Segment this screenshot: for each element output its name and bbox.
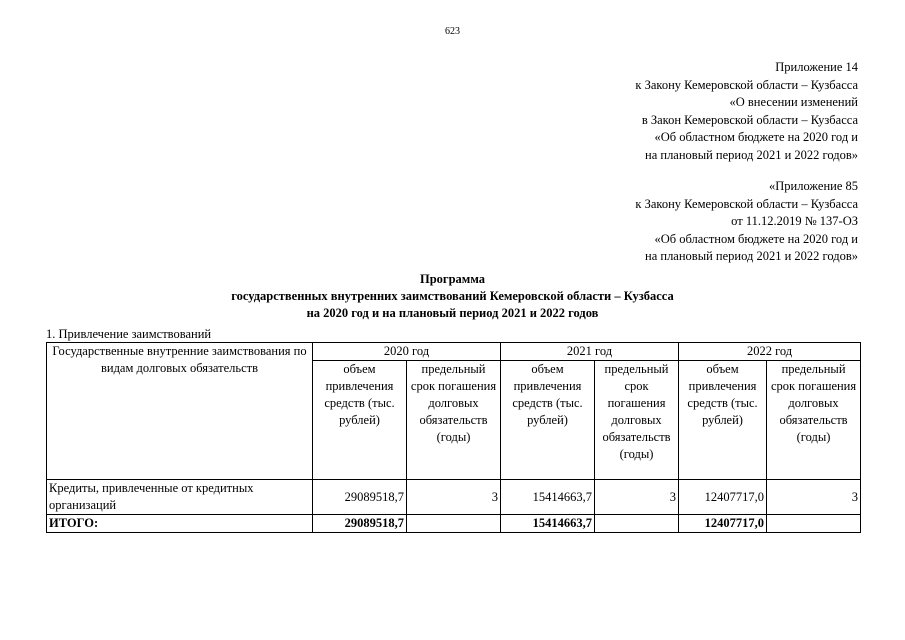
header-amount-2020: объем привлечения средств (тыс. рублей)	[313, 361, 407, 480]
header-term-2021: предельный срок погашения долговых обязательств (годы)	[595, 361, 679, 480]
term-2021: 3	[595, 480, 679, 515]
title-line: государственных внутренних заимствований Кемеровской области – Кузбасса	[231, 289, 674, 303]
page-number: 623	[445, 26, 460, 37]
header-borrowing-type: Государственные внутренние заимствования по видам долговых обязательств	[47, 343, 313, 480]
annex-line: «Об областном бюджете на 2020 год и	[654, 231, 858, 246]
annex-line: в Закон Кемеровской области – Кузбасса	[641, 112, 858, 127]
header-term-2020: предельный срок погашения долговых обязательств (годы)	[407, 361, 501, 480]
document-title	[0, 271, 905, 322]
term-2020: 3	[407, 480, 501, 515]
title-line: Программа	[420, 272, 485, 286]
header-row-years	[47, 343, 861, 361]
total-label: ИТОГО:	[47, 515, 313, 533]
row-name: Кредиты, привлеченные от кредитных организаций	[47, 480, 313, 515]
amount-2020: 29089518,7	[313, 480, 407, 515]
amount-2021: 15414663,7	[501, 480, 595, 515]
annex-line: на плановый период 2021 и 2022 годов»	[645, 249, 858, 263]
header-term-2022: предельный срок погашения долговых обязательств (годы)	[767, 361, 861, 480]
section-heading: 1. Привлечение заимствований	[46, 327, 212, 341]
table-row	[47, 480, 861, 515]
annex-line: «О внесении изменений	[729, 95, 858, 109]
term-2022: 3	[767, 480, 861, 515]
total-amount-2020: 29089518,7	[313, 515, 407, 533]
total-term-2022	[767, 515, 861, 533]
annex-line: Приложение 14	[775, 60, 858, 74]
title-line: на 2020 год и на плановый период 2021 и 2022 годов	[306, 306, 599, 320]
amount-2022: 12407717,0	[679, 480, 767, 515]
total-amount-2022: 12407717,0	[679, 515, 767, 533]
borrowing-table	[46, 342, 861, 533]
annex-line: на плановый период 2021 и 2022 годов»	[645, 147, 858, 162]
header-amount-2022: объем привлечения средств (тыс. рублей)	[679, 361, 767, 480]
header-year-2021: 2021 год	[501, 343, 679, 361]
annex-original-block	[635, 178, 858, 266]
header-amount-2021: объем привлечения средств (тыс. рублей)	[501, 361, 595, 480]
header-year-2020: 2020 год	[313, 343, 501, 361]
annex-line: к Закону Кемеровской области – Кузбасса	[635, 196, 858, 211]
annex-line: от 11.12.2019 № 137-ОЗ	[731, 214, 858, 228]
header-year-2022: 2022 год	[679, 343, 861, 361]
total-term-2020	[407, 515, 501, 533]
total-row	[47, 515, 861, 533]
annex-line: к Закону Кемеровской области – Кузбасса	[635, 77, 858, 92]
annex-amendment-block	[635, 59, 858, 164]
total-amount-2021: 15414663,7	[501, 515, 595, 533]
annex-line: «Приложение 85	[769, 179, 858, 193]
annex-line: «Об областном бюджете на 2020 год и	[654, 130, 858, 144]
total-term-2021	[595, 515, 679, 533]
